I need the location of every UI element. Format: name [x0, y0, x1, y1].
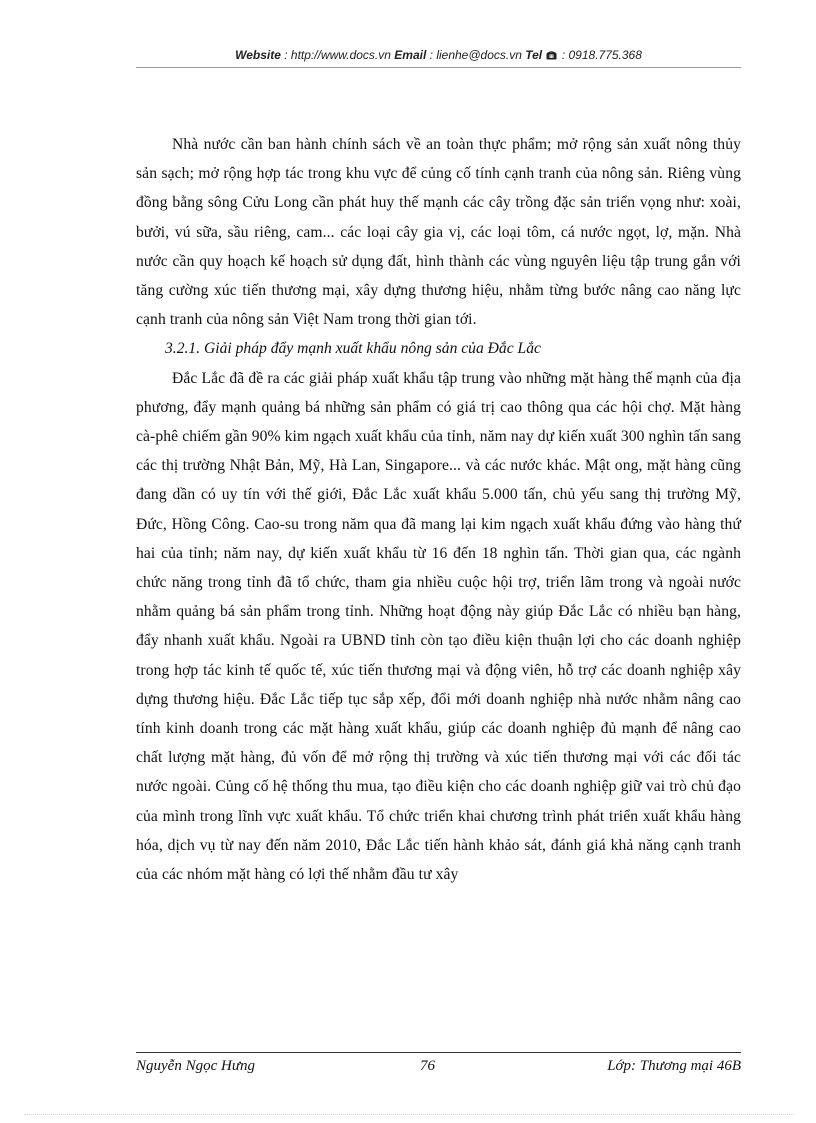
page-header: [136, 46, 741, 68]
tel-label: Tel: [525, 48, 543, 62]
tel-value: 0918.775.368: [568, 48, 642, 62]
page-number: 76: [420, 1058, 435, 1074]
page-edge-divider: [24, 1114, 794, 1115]
phone-icon: [546, 47, 557, 57]
footer-author: Nguyễn Ngọc Hưng: [136, 1058, 255, 1074]
website-separator: :: [280, 48, 291, 62]
website-label: Website: [235, 48, 281, 62]
website-value: http://www.docs.vn: [290, 48, 391, 62]
footer-class: Lớp: Thương mại 46B: [607, 1058, 741, 1074]
paragraph-daklak-export: Đắc Lắc đã đề ra các giải pháp xuất khẩu tập trung vào những mặt hàng thế mạnh của địa phương, đẩy mạnh quảng bá những sản phẩm có giá trị cao thông qua các hội chợ. Mặt hàng cà-phê chiếm gần 90% kim ngạch xuất khẩu của tỉnh, năm nay dự kiến xuất 300 nghìn tấn sang các thị trường Nhật Bản, Mỹ, Hà Lan, Singapore... và các nước khác. Mật ong, mặt hàng cũng đang dần có uy tín với thế giới, Đắc Lắc xuất khẩu 5.000 tấn, chủ yếu sang thị trường Mỹ, Đức, Hồng Công. Cao-su trong năm qua đã mang lại kim ngạch xuất khẩu đứng vào hàng thứ hai của tỉnh; năm nay, dự kiến xuất khẩu từ 16 đến 18 nghìn tấn. Thời gian qua, các ngành chức năng trong tỉnh đã tổ chức, tham gia nhiều cuộc hội trợ, triển lãm trong và ngoài nước nhằm quảng bá sản phẩm trong tỉnh. Những hoạt động này giúp Đắc Lắc có nhiều bạn hàng, đẩy nhanh xuất khẩu. Ngoài ra UBND tỉnh còn tạo điều kiện thuận lợi cho các doanh nghiệp trong hợp tác kinh tế quốc tế, xúc tiến thương mại và động viên, hỗ trợ các doanh nghiệp xây dựng thương hiệu. Đắc Lắc tiếp tục sắp xếp, đổi mới doanh nghiệp nhà nước nhằm nâng cao tính kinh doanh trong các mặt hàng xuất khẩu, giúp các doanh nghiệp đủ mạnh để nâng cao chất lượng mặt hàng, đủ vốn để mở rộng thị trường và xúc tiến thương mại với các đối tác nước ngoài. Củng cố hệ thống thu mua, tạo điều kiện cho các doanh nghiệp giữ vai trò chủ đạo của mình trong lĩnh vực xuất khẩu. Tổ chức triển khai chương trình phát triển xuất khẩu hàng hóa, dịch vụ từ nay đến năm 2010, Đắc Lắc tiến hành khảo sát, đánh giá khả năng cạnh tranh của các nhóm mặt hàng có lợi thế nhằm đầu tư xây: [136, 369, 741, 884]
section-heading: 3.2.1. Giải pháp đẩy mạnh xuất khẩu nông sản của Đắc Lắc: [165, 340, 541, 358]
email-value: lienhe@docs.vn: [436, 48, 522, 62]
page-body: [136, 130, 741, 889]
page-footer: [136, 1052, 741, 1076]
email-label: Email: [394, 48, 427, 62]
tel-separator: :: [558, 48, 569, 62]
paragraph-food-safety: Nhà nước cần ban hành chính sách về an toàn thực phẩm; mở rộng sản xuất nông thủy sản sạch; mở rộng hợp tác trong khu vực để củng cố tính cạnh tranh của nông sản. Riêng vùng đồng bằng sông Cửu Long cần phát huy thế mạnh các cây trồng đặc sản triển vọng như: xoài, bưởi, vú sữa, sầu riêng, cam... các loại cây gia vị, các loại tôm, cá nước ngọt, lợ, mặn. Nhà nước cần quy hoạch kế hoạch sử dụng đất, hình thành các vùng nguyên liệu tập trung gắn với tăng cường xúc tiến thương mại, xây dựng thương hiệu, nhằm từng bước nâng cao năng lực cạnh tranh của nông sản Việt Nam trong thời gian tới.: [136, 136, 741, 329]
email-separator: :: [426, 48, 437, 62]
